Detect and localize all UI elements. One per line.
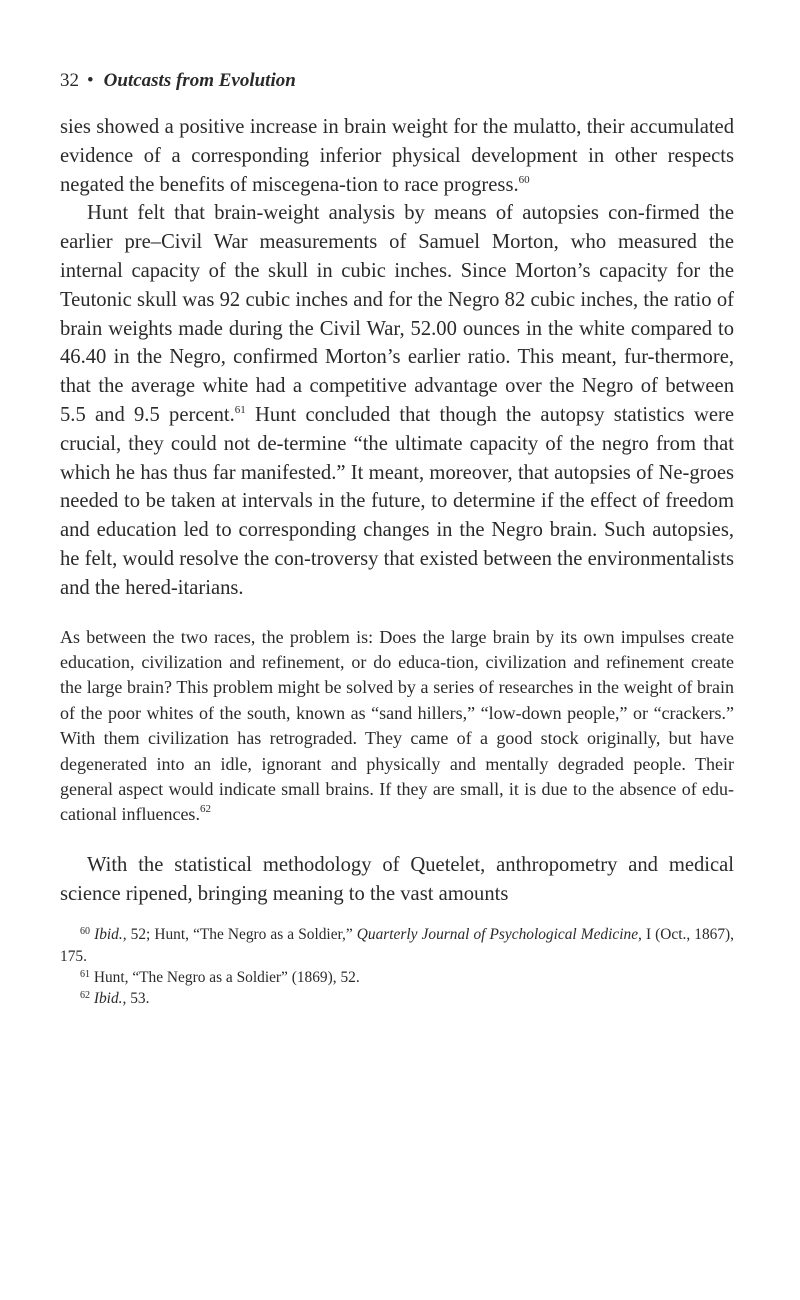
paragraph-text: With the statistical methodology of Quetelet, anthropometry and medical science ripened, bringing meaning to the vast amounts: [60, 853, 734, 905]
footnote-text: 53.: [126, 990, 150, 1008]
footnote-number: 62: [80, 990, 90, 1002]
footnotes: [60, 924, 734, 1009]
paragraph-text: sies showed a positive increase in brain weight for the mulatto, their accumulated evidence of a corresponding inferior physical development in other respects negated the benefits of miscegena-tion to race progress.: [60, 116, 734, 196]
footnote-ibid: Ibid.,: [93, 990, 127, 1008]
note-reference-60: 60: [518, 173, 530, 186]
book-title: Outcasts from Evolution: [103, 70, 296, 91]
footnote: [60, 988, 734, 1009]
paragraph-text: Hunt concluded that though the autopsy statistics were crucial, they could not de-termine “the ultimate capacity of the negro from that which he has thus far manifested.” It meant, moreover, that autopsies of Ne-groes needed to be taken at intervals in the future, to determine if the effect of freedom and education led to corresponding changes in the Negro brain. Such autopsies, he felt, would resolve the con-troversy that existed between the environmentalists and the hered-itarians.: [60, 403, 734, 599]
footnote-text: Hunt, “The Negro as a Soldier” (1869), 52.: [90, 968, 360, 986]
note-reference-61: 61: [234, 403, 246, 416]
paragraph-continued: [60, 113, 734, 199]
header-separator: •: [87, 70, 94, 91]
note-reference-62: 62: [199, 803, 211, 816]
footnote: [60, 967, 734, 988]
footnote-journal: Quarterly Journal of Psychological Medicine,: [356, 926, 642, 944]
book-page: [60, 68, 734, 1010]
main-text: [60, 113, 734, 603]
paragraph-text: Hunt felt that brain-weight analysis by means of autopsies con-firmed the earlier pre–Civil War measurements of Samuel Morton, who measured the internal capacity of the skull in cubic inches. Since Morton’s capacity for the Teutonic skull was 92 cubic inches and for the Negro 82 cubic inches, the ratio of brain weights made during the Civil War, 52.00 ounces in the white compared to 46.40 in the Negro, confirmed Morton’s earlier ratio. This meant, fur-thermore, that the average white had a competitive advantage over the Negro of between 5.5 and 9.5 percent.: [60, 202, 734, 426]
footnote-number: 60: [80, 926, 90, 938]
page-number: 32: [60, 70, 79, 91]
paragraph-hunt: [60, 199, 734, 602]
running-head: [60, 68, 734, 94]
paragraph-quetelet: [60, 851, 734, 909]
footnote-text: 52; Hunt, “The Negro as a Soldier,”: [126, 926, 357, 944]
block-quote: [60, 625, 734, 828]
quote-text: As between the two races, the problem is: Does the large brain by its own impulses create education, civilization and refinement, or do educa-tion, civilization and refinement create the large brain? This problem might be solved by a series of researches in the weight of brain of the poor whites of the south, known as “sand hillers,” “low-down people,” or “crackers.” With them civilization has retrograded. They came of a good stock originally, but have degenerated into an idle, ignorant and physically and mentally degraded people. Their general aspect would indicate small brains. If they are small, it is due to the absence of edu-cational influences.: [60, 626, 734, 825]
footnote: [60, 924, 734, 967]
footnote-number: 61: [80, 968, 90, 980]
footnote-ibid: Ibid.,: [94, 926, 127, 944]
footnote-text: I (Oct., 1867), 175.: [60, 926, 735, 965]
